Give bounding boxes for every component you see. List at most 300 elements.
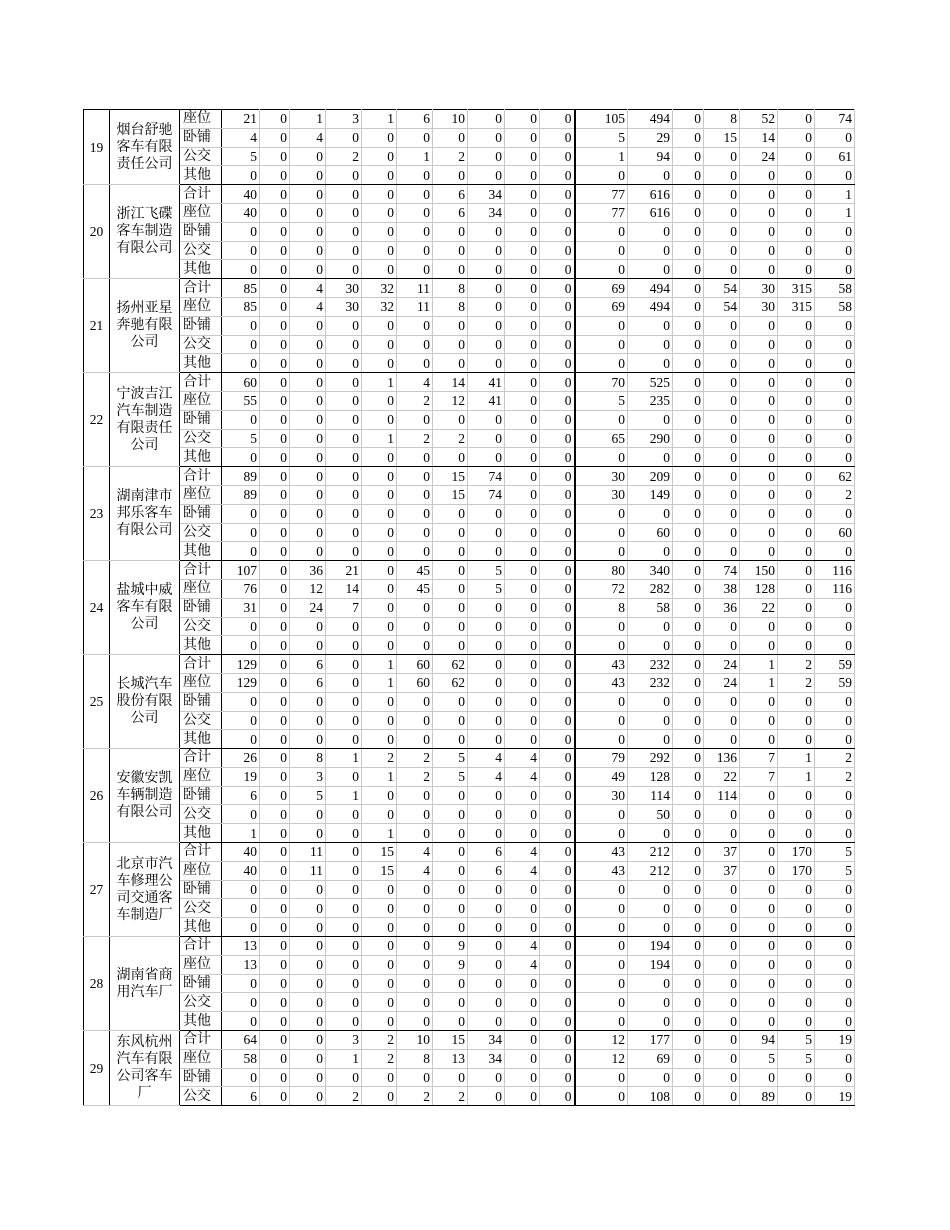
value-cell: 0 — [397, 937, 433, 956]
value-cell: 194 — [628, 937, 673, 956]
value-cell: 0 — [815, 542, 855, 561]
value-cell: 21 — [222, 110, 260, 129]
value-cell: 0 — [397, 222, 433, 241]
value-cell: 13 — [222, 937, 260, 956]
table-row — [84, 373, 855, 392]
value-cell: 0 — [468, 692, 505, 711]
value-cell: 0 — [540, 203, 575, 222]
value-cell: 0 — [540, 335, 575, 354]
value-cell: 116 — [815, 579, 855, 598]
value-cell: 235 — [628, 391, 673, 410]
value-cell: 0 — [260, 786, 290, 805]
value-cell: 0 — [540, 297, 575, 316]
value-cell: 0 — [778, 166, 815, 185]
value-cell: 0 — [673, 542, 704, 561]
value-cell: 2 — [778, 673, 815, 692]
value-cell: 0 — [222, 448, 260, 467]
value-cell: 0 — [540, 636, 575, 655]
value-cell: 0 — [397, 824, 433, 843]
value-cell: 0 — [628, 636, 673, 655]
vehicle-type-label: 卧铺 — [180, 598, 222, 617]
vehicle-type-label: 合计 — [180, 655, 222, 674]
value-cell: 0 — [673, 673, 704, 692]
value-cell: 0 — [540, 1087, 575, 1106]
value-cell: 31 — [222, 598, 260, 617]
value-cell: 0 — [362, 899, 397, 918]
value-cell: 0 — [433, 598, 468, 617]
value-cell: 0 — [362, 185, 397, 204]
value-cell: 0 — [290, 974, 326, 993]
value-cell: 0 — [505, 974, 540, 993]
value-cell: 0 — [815, 373, 855, 392]
value-cell: 0 — [778, 354, 815, 373]
value-cell: 0 — [505, 523, 540, 542]
value-cell: 0 — [433, 974, 468, 993]
value-cell: 0 — [673, 523, 704, 542]
manufacturer-name: 安徽安凯车辆制造有限公司 — [110, 749, 180, 843]
value-cell: 0 — [815, 937, 855, 956]
value-cell: 0 — [397, 1012, 433, 1031]
value-cell: 4 — [290, 297, 326, 316]
value-cell: 40 — [222, 843, 260, 862]
value-cell: 0 — [362, 147, 397, 166]
value-cell: 0 — [673, 335, 704, 354]
value-cell: 0 — [260, 1031, 290, 1050]
value-cell: 0 — [673, 598, 704, 617]
value-cell: 0 — [815, 692, 855, 711]
manufacturer-number: 28 — [84, 937, 110, 1031]
value-cell: 5 — [222, 147, 260, 166]
value-cell: 0 — [505, 598, 540, 617]
vehicle-type-label: 其他 — [180, 260, 222, 279]
value-cell: 0 — [575, 504, 628, 523]
value-cell: 0 — [778, 147, 815, 166]
value-cell: 0 — [778, 974, 815, 993]
value-cell: 0 — [362, 617, 397, 636]
value-cell: 0 — [673, 899, 704, 918]
value-cell: 4 — [505, 955, 540, 974]
value-cell: 0 — [260, 880, 290, 899]
table-row — [84, 185, 855, 204]
manufacturer-number: 19 — [84, 110, 110, 185]
value-cell: 0 — [290, 955, 326, 974]
table-row — [84, 730, 855, 749]
value-cell: 58 — [815, 297, 855, 316]
value-cell: 0 — [397, 730, 433, 749]
value-cell: 0 — [704, 636, 740, 655]
value-cell: 4 — [290, 128, 326, 147]
value-cell: 0 — [468, 937, 505, 956]
value-cell: 2 — [362, 749, 397, 768]
value-cell: 4 — [505, 767, 540, 786]
value-cell: 170 — [778, 861, 815, 880]
vehicle-type-label: 公交 — [180, 335, 222, 354]
value-cell: 0 — [362, 335, 397, 354]
value-cell: 0 — [260, 561, 290, 580]
value-cell: 24 — [704, 673, 740, 692]
table-row — [84, 955, 855, 974]
value-cell: 0 — [326, 843, 362, 862]
value-cell: 14 — [433, 373, 468, 392]
value-cell: 149 — [628, 485, 673, 504]
value-cell: 0 — [505, 373, 540, 392]
value-cell: 0 — [778, 485, 815, 504]
value-cell: 0 — [778, 786, 815, 805]
value-cell: 0 — [540, 110, 575, 129]
value-cell: 0 — [326, 241, 362, 260]
vehicle-type-label: 卧铺 — [180, 1068, 222, 1087]
value-cell: 0 — [260, 448, 290, 467]
value-cell: 52 — [740, 110, 778, 129]
value-cell: 0 — [815, 993, 855, 1012]
manufacturer-name: 湖南津市邦乐客车有限公司 — [110, 467, 180, 561]
value-cell: 0 — [673, 617, 704, 636]
value-cell: 0 — [222, 692, 260, 711]
table-row — [84, 767, 855, 786]
value-cell: 0 — [222, 880, 260, 899]
manufacturer-name: 长城汽车股份有限公司 — [110, 655, 180, 749]
vehicle-type-label: 公交 — [180, 993, 222, 1012]
value-cell: 0 — [505, 485, 540, 504]
value-cell: 0 — [575, 636, 628, 655]
value-cell: 170 — [778, 843, 815, 862]
value-cell: 2 — [433, 1087, 468, 1106]
value-cell: 0 — [468, 128, 505, 147]
value-cell: 7 — [740, 749, 778, 768]
value-cell: 1 — [362, 373, 397, 392]
value-cell: 494 — [628, 110, 673, 129]
value-cell: 0 — [815, 128, 855, 147]
value-cell: 19 — [815, 1031, 855, 1050]
value-cell: 0 — [575, 335, 628, 354]
value-cell: 0 — [704, 523, 740, 542]
value-cell: 77 — [575, 203, 628, 222]
value-cell: 0 — [505, 617, 540, 636]
value-cell: 0 — [362, 391, 397, 410]
value-cell: 0 — [740, 974, 778, 993]
value-cell: 0 — [673, 636, 704, 655]
value-cell: 0 — [433, 1012, 468, 1031]
vehicle-type-label: 卧铺 — [180, 974, 222, 993]
value-cell: 0 — [468, 523, 505, 542]
value-cell: 0 — [778, 260, 815, 279]
value-cell: 2 — [397, 429, 433, 448]
value-cell: 1 — [778, 767, 815, 786]
value-cell: 0 — [505, 824, 540, 843]
vehicle-type-label: 卧铺 — [180, 128, 222, 147]
table-row — [84, 692, 855, 711]
value-cell: 0 — [505, 448, 540, 467]
value-cell: 0 — [815, 617, 855, 636]
value-cell: 0 — [740, 918, 778, 937]
value-cell: 0 — [778, 429, 815, 448]
manufacturer-name: 湖南省商用汽车厂 — [110, 937, 180, 1031]
value-cell: 26 — [222, 749, 260, 768]
value-cell: 0 — [778, 467, 815, 486]
value-cell: 0 — [326, 260, 362, 279]
value-cell: 0 — [704, 448, 740, 467]
value-cell: 0 — [468, 429, 505, 448]
value-cell: 0 — [260, 391, 290, 410]
value-cell: 0 — [505, 316, 540, 335]
value-cell: 30 — [740, 297, 778, 316]
value-cell: 0 — [740, 993, 778, 1012]
vehicle-type-label: 公交 — [180, 147, 222, 166]
value-cell: 0 — [628, 899, 673, 918]
value-cell: 232 — [628, 655, 673, 674]
value-cell: 0 — [575, 1012, 628, 1031]
value-cell: 7 — [740, 767, 778, 786]
value-cell: 6 — [290, 673, 326, 692]
value-cell: 114 — [628, 786, 673, 805]
value-cell: 79 — [575, 749, 628, 768]
manufacturer-name: 北京市汽车修理公司交通客车制造厂 — [110, 843, 180, 937]
value-cell: 45 — [397, 579, 433, 598]
value-cell: 0 — [326, 1068, 362, 1087]
value-cell: 0 — [704, 147, 740, 166]
value-cell: 0 — [540, 598, 575, 617]
value-cell: 0 — [397, 128, 433, 147]
value-cell: 0 — [540, 391, 575, 410]
value-cell: 30 — [575, 467, 628, 486]
value-cell: 0 — [260, 655, 290, 674]
value-cell: 0 — [740, 485, 778, 504]
value-cell: 8 — [433, 279, 468, 298]
value-cell: 114 — [704, 786, 740, 805]
value-cell: 6 — [222, 1087, 260, 1106]
value-cell: 0 — [260, 241, 290, 260]
value-cell: 0 — [290, 636, 326, 655]
value-cell: 4 — [505, 861, 540, 880]
value-cell: 0 — [575, 1087, 628, 1106]
value-cell: 0 — [704, 1031, 740, 1050]
manufacturer-number: 27 — [84, 843, 110, 937]
value-cell: 8 — [433, 297, 468, 316]
value-cell: 5 — [290, 786, 326, 805]
value-cell: 0 — [260, 542, 290, 561]
value-cell: 0 — [362, 222, 397, 241]
value-cell: 0 — [362, 166, 397, 185]
value-cell: 0 — [290, 429, 326, 448]
value-cell: 55 — [222, 391, 260, 410]
value-cell: 0 — [778, 899, 815, 918]
value-cell: 0 — [326, 166, 362, 185]
value-cell: 0 — [505, 1087, 540, 1106]
vehicle-type-label: 座位 — [180, 1049, 222, 1068]
value-cell: 0 — [260, 166, 290, 185]
value-cell: 15 — [433, 1031, 468, 1050]
value-cell: 1 — [290, 110, 326, 129]
value-cell: 0 — [673, 655, 704, 674]
value-cell: 0 — [740, 1012, 778, 1031]
value-cell: 0 — [260, 1012, 290, 1031]
value-cell: 0 — [326, 974, 362, 993]
value-cell: 0 — [778, 561, 815, 580]
value-cell: 0 — [468, 1068, 505, 1087]
value-cell: 0 — [740, 203, 778, 222]
value-cell: 0 — [704, 504, 740, 523]
value-cell: 5 — [778, 1031, 815, 1050]
manufacturer-number: 29 — [84, 1031, 110, 1106]
value-cell: 0 — [673, 993, 704, 1012]
value-cell: 0 — [628, 166, 673, 185]
value-cell: 0 — [468, 824, 505, 843]
value-cell: 15 — [362, 843, 397, 862]
value-cell: 0 — [290, 1087, 326, 1106]
value-cell: 40 — [222, 861, 260, 880]
value-cell: 12 — [575, 1049, 628, 1068]
value-cell: 0 — [575, 955, 628, 974]
table-row — [84, 1068, 855, 1087]
value-cell: 41 — [468, 373, 505, 392]
value-cell: 0 — [575, 542, 628, 561]
value-cell: 0 — [260, 730, 290, 749]
vehicle-type-label: 其他 — [180, 918, 222, 937]
production-table — [83, 109, 855, 1106]
value-cell: 0 — [505, 504, 540, 523]
value-cell: 0 — [505, 297, 540, 316]
value-cell: 0 — [397, 410, 433, 429]
value-cell: 0 — [362, 974, 397, 993]
value-cell: 0 — [468, 918, 505, 937]
value-cell: 0 — [222, 316, 260, 335]
value-cell: 0 — [704, 617, 740, 636]
value-cell: 0 — [290, 937, 326, 956]
value-cell: 0 — [673, 391, 704, 410]
vehicle-type-label: 座位 — [180, 297, 222, 316]
value-cell: 0 — [505, 429, 540, 448]
value-cell: 0 — [397, 485, 433, 504]
value-cell: 0 — [468, 880, 505, 899]
value-cell: 0 — [673, 297, 704, 316]
value-cell: 0 — [778, 1087, 815, 1106]
table-row — [84, 636, 855, 655]
value-cell: 0 — [704, 185, 740, 204]
value-cell: 0 — [468, 993, 505, 1012]
value-cell: 5 — [222, 429, 260, 448]
table-row — [84, 937, 855, 956]
value-cell: 0 — [540, 730, 575, 749]
value-cell: 0 — [433, 899, 468, 918]
value-cell: 0 — [260, 354, 290, 373]
value-cell: 74 — [468, 485, 505, 504]
value-cell: 0 — [575, 354, 628, 373]
value-cell: 0 — [362, 805, 397, 824]
value-cell: 1 — [326, 1049, 362, 1068]
value-cell: 0 — [673, 918, 704, 937]
value-cell: 0 — [540, 711, 575, 730]
value-cell: 0 — [673, 504, 704, 523]
value-cell: 0 — [397, 1068, 433, 1087]
value-cell: 1 — [362, 824, 397, 843]
value-cell: 0 — [778, 993, 815, 1012]
value-cell: 0 — [673, 448, 704, 467]
value-cell: 0 — [740, 448, 778, 467]
value-cell: 0 — [575, 899, 628, 918]
value-cell: 0 — [540, 617, 575, 636]
value-cell: 0 — [815, 241, 855, 260]
value-cell: 0 — [468, 241, 505, 260]
vehicle-type-label: 公交 — [180, 899, 222, 918]
vehicle-type-label: 座位 — [180, 485, 222, 504]
value-cell: 0 — [575, 805, 628, 824]
table-row — [84, 429, 855, 448]
value-cell: 0 — [540, 128, 575, 147]
value-cell: 2 — [815, 749, 855, 768]
value-cell: 0 — [778, 185, 815, 204]
value-cell: 5 — [740, 1049, 778, 1068]
value-cell: 0 — [505, 410, 540, 429]
value-cell: 212 — [628, 843, 673, 862]
value-cell: 525 — [628, 373, 673, 392]
value-cell: 0 — [673, 711, 704, 730]
value-cell: 0 — [397, 203, 433, 222]
vehicle-type-label: 合计 — [180, 185, 222, 204]
value-cell: 32 — [362, 297, 397, 316]
value-cell: 194 — [628, 955, 673, 974]
value-cell: 0 — [740, 542, 778, 561]
value-cell: 0 — [673, 260, 704, 279]
vehicle-type-label: 合计 — [180, 373, 222, 392]
value-cell: 0 — [740, 316, 778, 335]
table-row — [84, 147, 855, 166]
vehicle-type-label: 卧铺 — [180, 786, 222, 805]
value-cell: 62 — [815, 467, 855, 486]
value-cell: 34 — [468, 1031, 505, 1050]
value-cell: 34 — [468, 185, 505, 204]
value-cell: 0 — [673, 185, 704, 204]
value-cell: 0 — [433, 1068, 468, 1087]
value-cell: 0 — [290, 880, 326, 899]
value-cell: 0 — [628, 1012, 673, 1031]
value-cell: 0 — [505, 391, 540, 410]
value-cell: 1 — [362, 110, 397, 129]
value-cell: 0 — [540, 147, 575, 166]
value-cell: 45 — [397, 561, 433, 580]
value-cell: 37 — [704, 861, 740, 880]
value-cell: 0 — [704, 203, 740, 222]
value-cell: 0 — [505, 147, 540, 166]
value-cell: 0 — [222, 222, 260, 241]
value-cell: 7 — [326, 598, 362, 617]
value-cell: 32 — [362, 279, 397, 298]
value-cell: 0 — [433, 617, 468, 636]
vehicle-type-label: 卧铺 — [180, 880, 222, 899]
value-cell: 13 — [433, 1049, 468, 1068]
value-cell: 0 — [540, 485, 575, 504]
value-cell: 0 — [815, 730, 855, 749]
value-cell: 69 — [575, 297, 628, 316]
value-cell: 15 — [433, 485, 468, 504]
value-cell: 60 — [397, 673, 433, 692]
value-cell: 0 — [468, 297, 505, 316]
value-cell: 0 — [778, 937, 815, 956]
vehicle-type-label: 公交 — [180, 711, 222, 730]
table-row — [84, 805, 855, 824]
value-cell: 2 — [815, 767, 855, 786]
value-cell: 24 — [704, 655, 740, 674]
value-cell: 5 — [815, 843, 855, 862]
value-cell: 0 — [815, 636, 855, 655]
value-cell: 0 — [433, 786, 468, 805]
value-cell: 0 — [673, 222, 704, 241]
value-cell: 0 — [433, 542, 468, 561]
table-row — [84, 918, 855, 937]
value-cell: 0 — [628, 222, 673, 241]
value-cell: 0 — [540, 429, 575, 448]
value-cell: 0 — [704, 937, 740, 956]
manufacturer-number: 25 — [84, 655, 110, 749]
